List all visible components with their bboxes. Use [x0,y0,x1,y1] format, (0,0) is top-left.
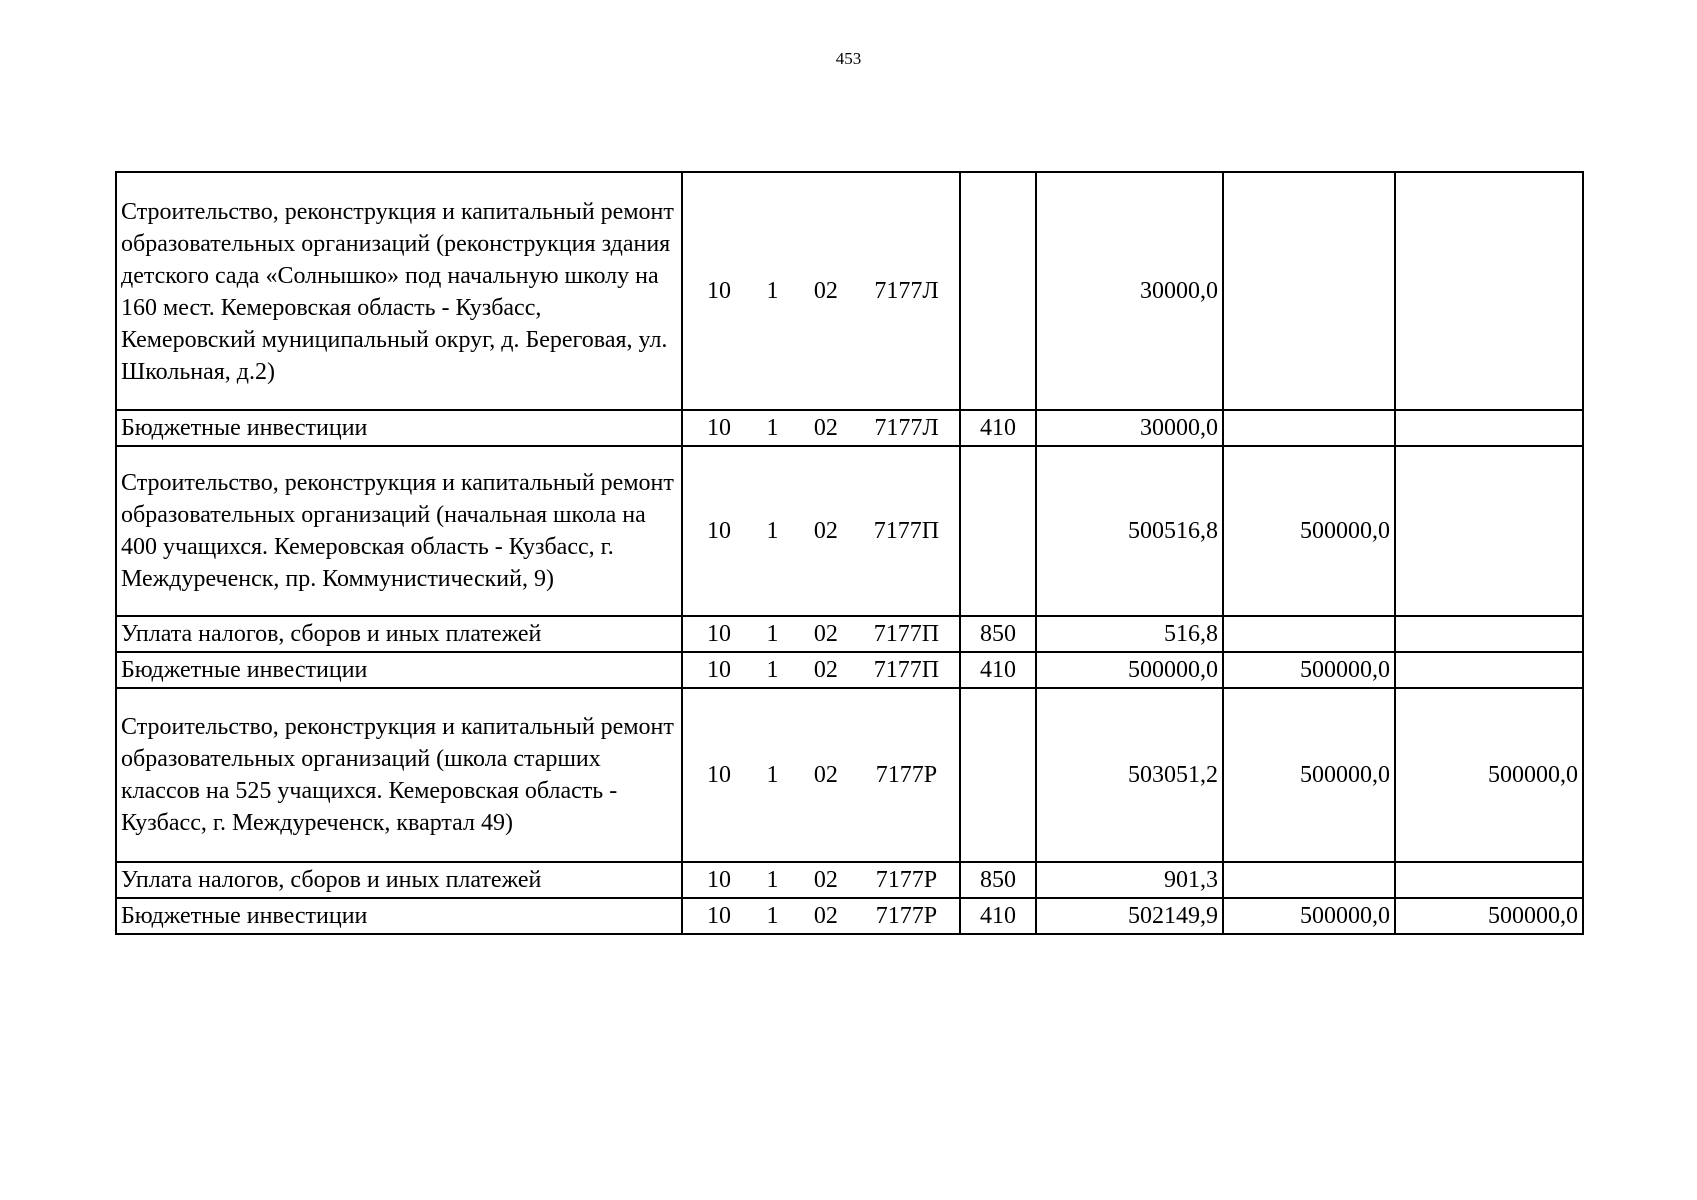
code-subprogram: 02 [813,621,838,647]
row-name: Строительство, реконструкция и капитальный ремонт образовательных организаций (реконструкция здания детского сада «Солнышко» под начальную школу на 160 мест. Кемеровская область - Кузбасс, Кемеровский муниципальный округ, д. Береговая, ул. Школьная, д.2) [116,172,682,410]
code-program: 1 [766,518,779,544]
amount-3 [1395,616,1583,652]
code-direction: 7177Л [874,278,939,304]
code-subprogram: 02 [813,415,838,441]
code-subprogram: 02 [813,903,838,929]
amount-3 [1395,652,1583,688]
code-program: 1 [766,415,779,441]
code-program: 1 [766,762,779,788]
row-codes [682,688,960,862]
row-codes [682,652,960,688]
row-name: Строительство, реконструкция и капитальный ремонт образовательных организаций (начальная школа на 400 учащихся. Кемеровская область - Кузбасс, г. Междуреченск, пр. Коммунистический, 9) [116,446,682,616]
amount-1: 500516,8 [1036,446,1223,616]
amount-2 [1223,616,1395,652]
code-direction: 7177П [873,621,940,647]
amount-3 [1395,410,1583,446]
code-direction: 7177Л [874,415,939,441]
expense-type [960,446,1036,616]
amount-1: 901,3 [1036,862,1223,898]
row-codes [682,898,960,934]
page-number: 453 [835,49,862,68]
code-section: 10 [707,657,732,683]
amount-1: 500000,0 [1036,652,1223,688]
table-row [116,862,1583,898]
row-codes [682,616,960,652]
expense-type: 850 [960,862,1036,898]
code-subprogram: 02 [813,762,838,788]
code-section: 10 [707,278,732,304]
row-codes [682,172,960,410]
code-direction: 7177Р [875,867,938,893]
row-codes [682,446,960,616]
amount-2: 500000,0 [1223,688,1395,862]
code-section: 10 [707,518,732,544]
code-program: 1 [766,657,779,683]
table-row [116,410,1583,446]
code-section: 10 [707,903,732,929]
table-row [116,172,1583,410]
table-row [116,898,1583,934]
expense-type: 850 [960,616,1036,652]
budget-table [115,171,1584,935]
row-name: Строительство, реконструкция и капитальный ремонт образовательных организаций (школа старших классов на 525 учащихся. Кемеровская область - Кузбасс, г. Междуреченск, квартал 49) [116,688,682,862]
row-name: Уплата налогов, сборов и иных платежей [116,862,682,898]
amount-1: 502149,9 [1036,898,1223,934]
code-program: 1 [766,278,779,304]
code-subprogram: 02 [813,867,838,893]
code-direction: 7177Р [875,762,938,788]
expense-type [960,172,1036,410]
amount-2: 500000,0 [1223,898,1395,934]
code-program: 1 [766,867,779,893]
table-row [116,616,1583,652]
row-name: Бюджетные инвестиции [116,898,682,934]
code-direction: 7177П [873,657,940,683]
row-name: Бюджетные инвестиции [116,652,682,688]
amount-2 [1223,410,1395,446]
expense-type: 410 [960,898,1036,934]
row-codes [682,410,960,446]
code-section: 10 [707,415,732,441]
code-direction: 7177Р [875,903,938,929]
code-section: 10 [707,621,732,647]
code-subprogram: 02 [813,657,838,683]
code-subprogram: 02 [813,278,838,304]
table-row [116,688,1583,862]
row-name: Бюджетные инвестиции [116,410,682,446]
amount-3 [1395,446,1583,616]
amount-3 [1395,862,1583,898]
row-name: Уплата налогов, сборов и иных платежей [116,616,682,652]
amount-3: 500000,0 [1395,898,1583,934]
amount-1: 30000,0 [1036,410,1223,446]
amount-2 [1223,172,1395,410]
amount-1: 30000,0 [1036,172,1223,410]
code-subprogram: 02 [813,518,838,544]
code-direction: 7177П [873,518,940,544]
amount-1: 503051,2 [1036,688,1223,862]
amount-3 [1395,172,1583,410]
amount-1: 516,8 [1036,616,1223,652]
code-section: 10 [707,762,732,788]
table-row [116,652,1583,688]
expense-type: 410 [960,410,1036,446]
amount-2: 500000,0 [1223,446,1395,616]
code-section: 10 [707,867,732,893]
code-program: 1 [766,621,779,647]
row-codes [682,862,960,898]
table-row [116,446,1583,616]
amount-2 [1223,862,1395,898]
expense-type [960,688,1036,862]
amount-3: 500000,0 [1395,688,1583,862]
amount-2: 500000,0 [1223,652,1395,688]
code-program: 1 [766,903,779,929]
expense-type: 410 [960,652,1036,688]
